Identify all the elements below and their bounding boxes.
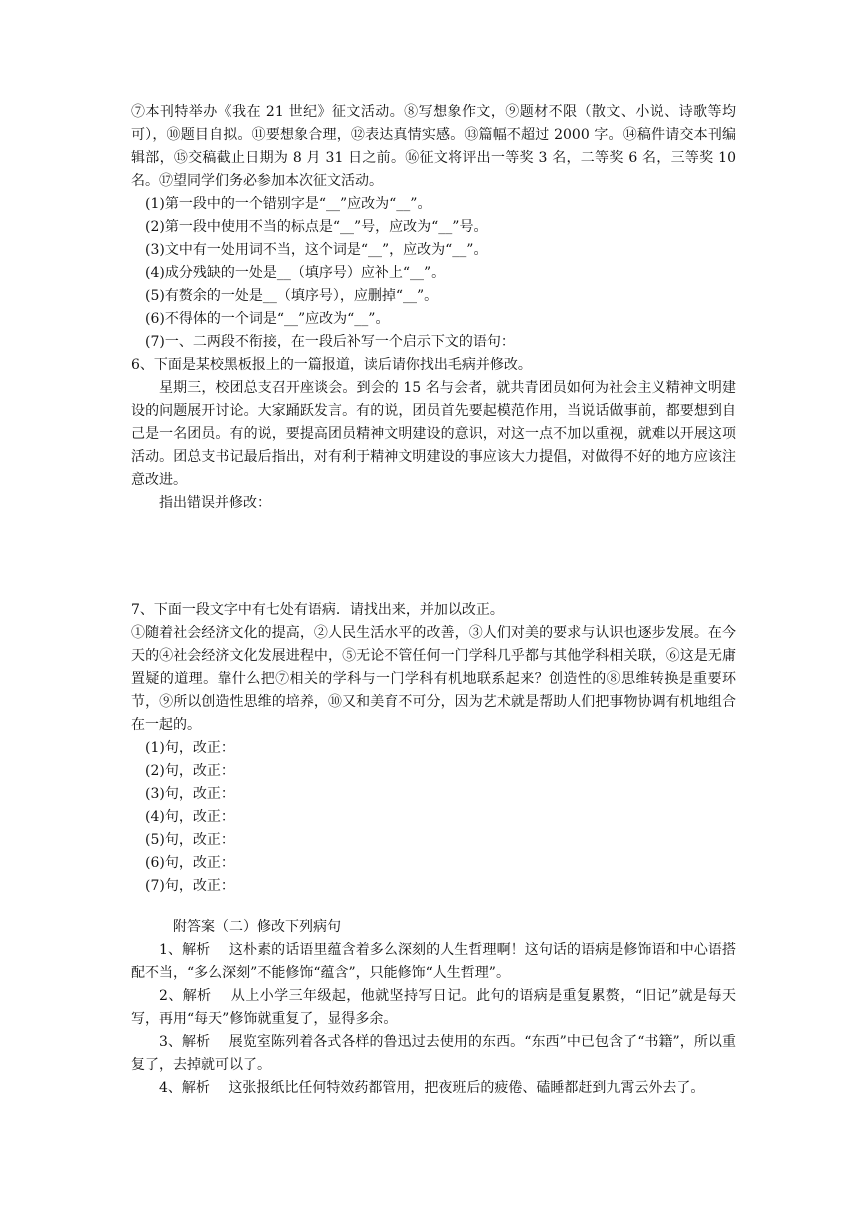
answer-line: (7)句，改正： [145, 878, 235, 894]
question-item: (7)一、二两段不衔接，在一段后补写一个启示下文的语句： [145, 334, 515, 350]
question-item: (1)第一段中的一个错别字是“__”应改为“__”。 [145, 196, 432, 212]
answer-analysis-item: 2、解析 从上小学三年级起，他就坚持写日记。此句的语病是重复累赘，“旧记”就是每天写，再用“每天”修饰就重复了，显得多余。 [131, 988, 736, 1027]
section-question7 [131, 599, 736, 898]
section-top [131, 101, 736, 515]
answer-line: (6)句，改正： [145, 855, 235, 871]
answer-line: (3)句，改正： [145, 786, 235, 802]
answer-analysis-item: 3、解析 展览室陈列着各式各样的鲁迅过去使用的东西。“东西”中已包含了“书籍”，所以重复了，去掉就可以了。 [131, 1034, 736, 1073]
section-answers [131, 916, 736, 1100]
answer-line: (2)句，改正： [145, 763, 235, 779]
question7-heading: 7、下面一段文字中有七处有语病．请找出来，并加以改正。 [131, 602, 504, 618]
answer-section-heading: 附答案（二）修改下列病句 [173, 919, 341, 935]
question-item: (3)文中有一处用词不当，这个词是“__”，应改为“__”。 [145, 242, 488, 258]
answer-analysis-item: 1、解析 这朴素的话语里蕴含着多么深刻的人生哲理啊！这句话的语病是修饰语和中心语搭配不当，“多么深刻”不能修饰“蕴含”，只能修饰“人生哲理”。 [131, 942, 736, 981]
question6-body: 星期三，校团总支召开座谈会。到会的 15 名与会者，就共青团员如何为社会主义精神文明建设的问题展开讨论。大家踊跃发言。有的说，团员首先要起模范作用，当说话做事前，都要想到自己是一名团员。有的说，要提高团员精神文明建设的意识，对这一点不加以重视，就难以开展这项活动。团总支书记最后指出，对有利于精神文明建设的事应该大力提倡，对做得不好的地方应该注意改进。 [131, 380, 736, 488]
question-item: (2)第一段中使用不当的标点是“__”号，应改为“__”号。 [145, 219, 488, 235]
question6-heading: 6、下面是某校黑板报上的一篇报道，读后请你找出毛病并修改。 [131, 357, 532, 373]
answer-line: (4)句，改正： [145, 809, 235, 825]
answer-line: (1)句，改正： [145, 740, 235, 756]
question6-prompt: 指出错误并修改： [159, 495, 271, 511]
question-item: (6)不得体的一个词是“__”应改为“__”。 [145, 311, 390, 327]
question-item: (5)有赘余的一处是__（填序号），应删掉“__”。 [145, 288, 439, 304]
question-item: (4)成分残缺的一处是__（填序号）应补上“__”。 [145, 265, 446, 281]
question7-body: ①随着社会经济文化的提高，②人民生活水平的改善，③人们对美的要求与认识也逐步发展。在今天的④社会经济文化发展进程中，⑤无论不管任何一门学科几乎都与其他学科相关联，⑥这是无庸置疑的道理。靠什么把⑦相关的学科与一门学科有机地联系起来？创造性的⑧思维转换是重要环节，⑨所以创造性思维的培养，⑩又和美育不可分，因为艺术就是帮助人们把事物协调有机地组合在一起的。 [131, 625, 736, 733]
answer-line: (5)句，改正： [145, 832, 235, 848]
essay-notice-paragraph: ⑦本刊特举办《我在 21 世纪》征文活动。⑧写想象作文，⑨题材不限（散文、小说、诗歌等均可），⑩题目自拟。⑪要想象合理，⑫表达真情实感。⑬篇幅不超过 2000 字。⑭稿件请交本刊编辑部，⑮交稿截止日期为 8 月 31 日之前。⑯征文将评出一等奖 3 名，二等奖 6 名，三等奖 10 名。⑰望同学们务必参加本次征文活动。 [131, 104, 736, 189]
answer-analysis-item: 4、解析 这张报纸比任何特效药都管用，把夜班后的疲倦、磕睡都赶到九霄云外去了。 [159, 1080, 705, 1096]
